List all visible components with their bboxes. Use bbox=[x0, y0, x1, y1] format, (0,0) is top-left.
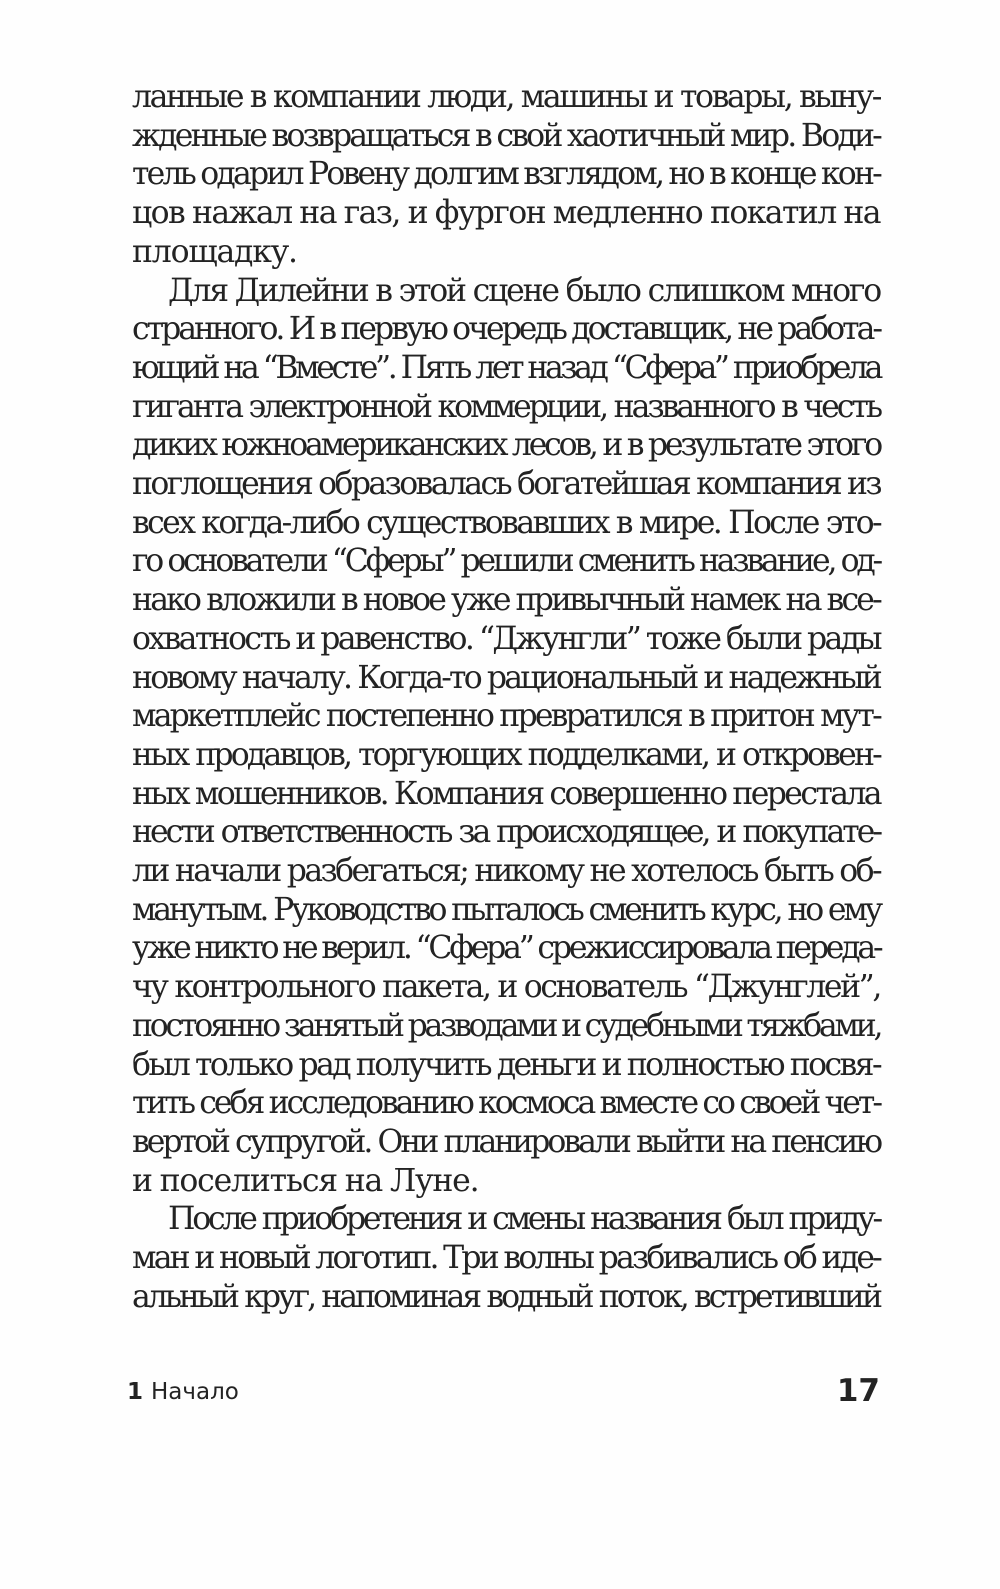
text-line: нако вложили в новое уже привычный намек на все- bbox=[132, 582, 880, 619]
text-line: жденные возвращаться в свой хаотичный мир. Води- bbox=[132, 117, 880, 154]
text-line: и поселиться на Луне. bbox=[132, 1162, 479, 1199]
text-line: вертой супругой. Они планировали выйти на пенсию bbox=[132, 1123, 880, 1160]
running-footer-chapter bbox=[127, 1379, 239, 1405]
text-line: новому началу. Когда-то рациональный и надежный bbox=[132, 659, 880, 696]
text-line: Для Дилейни в этой сцене было слишком много bbox=[168, 272, 880, 309]
text-line: был только рад получить деньги и полностью посвя- bbox=[132, 1046, 880, 1083]
text-line: нести ответственность за происходящее, и покупате- bbox=[132, 814, 880, 851]
chapter-title: Начало bbox=[151, 1379, 239, 1405]
page-number: 17 bbox=[836, 1373, 880, 1409]
text-line: ных мошенников. Компания совершенно перестала bbox=[132, 775, 880, 812]
text-line: всех когда-либо существовавших в мире. После это- bbox=[132, 504, 880, 541]
text-line: диких южноамериканских лесов, и в результате этого bbox=[132, 427, 880, 464]
text-line: тель одарил Ровену долгим взглядом, но в конце кон- bbox=[132, 156, 880, 193]
text-line: маркетплейс постепенно превратился в притон мут- bbox=[132, 698, 880, 735]
body-text bbox=[132, 78, 880, 1317]
text-line: тить себя исследованию космоса вместе со своей чет- bbox=[132, 1085, 880, 1122]
chapter-number: 1 bbox=[127, 1379, 144, 1405]
text-line: ман и новый логотип. Три волны разбивались об иде- bbox=[132, 1240, 880, 1277]
text-line: странного. И в первую очередь доставщик, не работа- bbox=[132, 311, 880, 348]
text-line: гиганта электронной коммерции, названного в честь bbox=[132, 388, 880, 425]
text-line: постоянно занятый разводами и судебными тяжбами, bbox=[132, 1007, 881, 1044]
text-line: ющий на “Вместе”. Пять лет назад “Сфера” приобрела bbox=[132, 349, 880, 386]
text-line: альный круг, напоминая водный поток, встретивший bbox=[132, 1278, 880, 1315]
text-line: охватность и равенство. “Джунгли” тоже были рады bbox=[132, 620, 880, 657]
text-line: площадку. bbox=[132, 233, 297, 270]
text-line: цов нажал на газ, и фургон медленно покатил на bbox=[132, 195, 880, 232]
page-footer bbox=[127, 1375, 880, 1415]
text-line: го основатели “Сферы” решили сменить название, од- bbox=[132, 543, 880, 580]
text-line: После приобретения и смены названия был приду- bbox=[168, 1201, 880, 1238]
text-line: поглощения образовалась богатейшая компания из bbox=[132, 466, 880, 503]
text-line: уже никто не верил. “Сфера” срежиссировала переда- bbox=[132, 930, 881, 967]
text-line: ных продавцов, торгующих подделками, и откровен- bbox=[132, 736, 880, 773]
text-line: ли начали разбегаться; никому не хотелось быть об- bbox=[132, 853, 880, 890]
text-line: манутым. Руководство пыталось сменить курс, но ему bbox=[132, 891, 880, 928]
text-line: чу контрольного пакета, и основатель “Джунглей”, bbox=[132, 969, 880, 1006]
text-line: ланные в компании люди, машины и товары, выну- bbox=[132, 79, 880, 115]
